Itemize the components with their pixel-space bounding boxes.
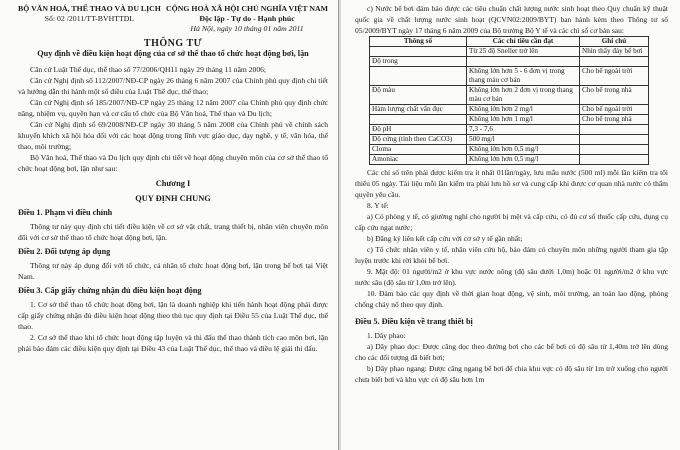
table-row [370,125,649,135]
article-2-text: Thông tư này áp dụng đối với tổ chức, cá nhân tổ chức hoạt động bơi, lặn trong bể bơi tại Việt Nam. [18,261,328,281]
nation-motto: Độc lập - Tự do - Hạnh phúc [199,14,295,23]
table-cell: Không lớn hơn 2 đơn vị trong thang màu cơ bản [467,86,580,105]
national-motto [166,4,328,34]
table-cell: 500 mg/l [467,135,580,145]
table-cell [580,135,649,145]
document-title: THÔNG TƯ [143,38,203,49]
table-cell [370,115,467,125]
table-cell: Amoniac [370,155,467,165]
table-cell [580,145,649,155]
doc-number: Số: 02 /2011/TT-BVHTTDL [44,14,135,23]
chapter-number: Chương I [155,179,191,188]
clause-8-heading: 8. Y tế: [367,201,389,210]
nation-name: CỘNG HOÀ XÃ HỘI CHỦ NGHĨA VIỆT NAM [166,4,328,13]
table-cell: Độ màu [370,86,467,105]
preamble-para-2: Căn cứ Nghị định số 112/2007/NĐ-CP ngày 26 tháng 6 năm 2007 của Chính phủ quy định chi tiết và hướng dẫn thi hành một số điều của Luật Thể dục, thể thao; [18,76,328,96]
article-1-text: Thông tư này quy định chi tiết điều kiện về cơ sở vật chất, trang thiết bị, nhân viên chuyên môn đối với cơ sở thể thao tổ chức hoạt động bơi, lặn. [18,222,328,242]
table-header-row [370,37,649,47]
document-subtitle: Quy định về điều kiện hoạt động của cơ sở thể thao tổ chức hoạt động bơi, lặn [37,49,309,58]
left-page [0,0,339,450]
chapter-title: QUY ĐỊNH CHUNG [135,194,211,203]
article-3-heading: Điều 3. Cấp giấy chứng nhận đủ điều kiện hoạt động [18,286,202,295]
clause-8b: b) Đăng ký liên kết cấp cứu với cơ sở y tế gần nhất; [367,234,523,243]
table-cell: Không lớn hơn 0,5 mg/l [467,155,580,165]
table-cell [580,155,649,165]
table-cell: Độ pH [370,125,467,135]
clause-9: 9. Mật độ: 01 người/m2 ở khu vực nước nông (độ sâu dưới 1,0m) hoặc 01 người/m2 ở khu vực nước sâu (độ sâu từ 1,0m trở lên). [355,267,668,287]
check-frequency-para: Các chỉ số trên phải được kiểm tra ít nhất 01lần/ngày, lưu mẫu nước (500 ml) mỗi lần kiểm tra tối thiểu 05 ngày. Tài liệu mỗi lần kiểm tra phải lưu hồ sơ và cung cấp khi được cơ quan nhà nước có thẩm quyền yêu cầu. [355,168,668,199]
table-cell: Không lớn hơn 5 - 6 đơn vị trong thang màu cơ bản [467,67,580,86]
article-3-para-1: 1. Cơ sở thể thao tổ chức hoạt động bơi, lặn là doanh nghiệp khi tiến hành hoạt động phải được cấp giấy chứng nhận đủ điều kiện hoạt động theo thủ tục quy định tại Điều 55 của Luật Thể dục, thể thao. [18,300,328,331]
right-page [341,0,680,450]
article-1-heading: Điều 1. Phạm vi điều chỉnh [18,208,113,217]
article-3-para-2: 2. Cơ sở thể thao khi tổ chức hoạt động tập luyện và thi đấu thể thao thành tích cao môn bơi, lặn phải bảo đảm các điều kiện quy định tại Điều 43 của Luật Thể dục, thể thao và điều lệ giải thi đấu. [18,333,328,353]
water-quality-table [369,36,649,165]
table-header-cell: Thông số [370,37,467,47]
article-5-heading: Điều 5. Điều kiện về trang thiết bị [355,317,473,326]
preamble-para-4: Căn cứ Nghị định số 69/2008/NĐ-CP ngày 30 tháng 5 năm 2008 của Chính phủ về chính sách khuyến khích xã hội hóa đối với các hoạt động trong lĩnh vực giáo dục, dạy nghề, y tế, văn hóa, thể thao, môi trường; [18,120,328,151]
table-row [370,47,649,57]
table-cell [370,47,467,57]
clause-8a: a) Có phòng y tế, có giường nghỉ cho người bị mệt và cấp cứu, có đủ cơ số thuốc cấp cứu, dụng cụ cấp cứu ngạt nước; [355,212,668,232]
table-header-cell: Các chỉ tiêu cần đạt [467,37,580,47]
clause-10: 10. Đảm bảo các quy định về thời gian hoạt động, vệ sinh, môi trường, an toàn lao động, phòng chống cháy nổ theo quy định. [355,289,668,309]
preamble-para-5: Bộ Văn hoá, Thể thao và Du lịch quy định chi tiết về hoạt động chuyên môn của cơ sở thể thao tổ chức hoạt động bơi, lặn như sau: [18,153,328,173]
water-standard-intro: c) Nước bể bơi đảm bảo được các tiêu chuẩn chất lượng nước sinh hoạt theo Quy chuẩn kỹ thuật quốc gia về chất lượng nước sinh hoạt (QCVN02:2009/BYT) ban hành kèm theo Thông tư số 05/2009/BYT ngày 17 tháng 6 năm 2009 của Bộ trưởng Bộ Y tế và các chỉ số cơ bản sau: [355,4,668,35]
article-5-item-1a: a) Dây phao dọc: Được căng dọc theo đường bơi cho các bể bơi có độ sâu từ 1,40m trở lên dùng cho các đối tượng đã biết bơi; [355,342,668,362]
preamble-para-1: Căn cứ Luật Thể dục, thể thao số 77/2006/QH11 ngày 29 tháng 11 năm 2006; [30,65,267,74]
table-cell: Cho bể ngoài trời [580,67,649,86]
table-row [370,67,649,86]
table-cell: Không lớn hơn 2 mg/l [467,105,580,115]
table-cell: Không lớn hơn 1 mg/l [467,115,580,125]
table-body [370,47,649,165]
table-cell: Cloma [370,145,467,155]
table-cell [580,125,649,135]
table-cell: Cho bể trong nhà [580,115,649,125]
table-row [370,115,649,125]
table-cell: Cho bể trong nhà [580,86,649,105]
article-5-item-1b: b) Dây phao ngang: Được căng ngang bể bơi để chia khu vực có độ sâu từ 1m trở xuống cho người chưa biết bơi và khu vực có độ sâu hơn 1m [355,364,668,384]
table-row [370,86,649,105]
table-cell: 7,3 - 7,6 [467,125,580,135]
table-row [370,135,649,145]
issuing-authority [18,4,161,34]
org-name: BỘ VĂN HOÁ, THỂ THAO VÀ DU LỊCH [18,4,161,13]
preamble-para-3: Căn cứ Nghị định số 185/2007/NĐ-CP ngày 25 tháng 12 năm 2007 của Chính phủ quy định chức năng, nhiệm vụ, quyền hạn và cơ cấu tổ chức của Bộ Văn hoá, Thể thao và Du lịch; [18,98,328,118]
table-cell: Độ trong [370,57,467,67]
table-row [370,57,649,67]
date-line: Hà Nội, ngày 10 tháng 01 năm 2011 [190,24,304,33]
table-cell [580,57,649,67]
article-5-item-1: 1. Dây phao: [367,331,406,340]
document-header [18,4,328,34]
table-cell: Độ cứng (tính theo CaCO3) [370,135,467,145]
table-cell [467,57,580,67]
article-2-heading: Điều 2. Đối tượng áp dụng [18,247,111,256]
table-header-cell: Ghi chú [580,37,649,47]
table-cell: Nhìn thấy đáy bể bơi [580,47,649,57]
table-cell: Từ 25 độ Sneller trở lên [467,47,580,57]
table-cell: Hàm lượng chất vẩn đục [370,105,467,115]
table-row [370,105,649,115]
clause-8c: c) Tổ chức nhân viên y tế, nhân viên cứu hộ, bảo đảm có chuyên môn những người tham gia tập luyện trước khi rời khỏi bể bơi. [355,245,668,265]
table-cell: Cho bể ngoài trời [580,105,649,115]
table-cell [370,67,467,86]
table-row [370,155,649,165]
table-row [370,145,649,155]
table-cell: Không lớn hơn 0,5 mg/l [467,145,580,155]
